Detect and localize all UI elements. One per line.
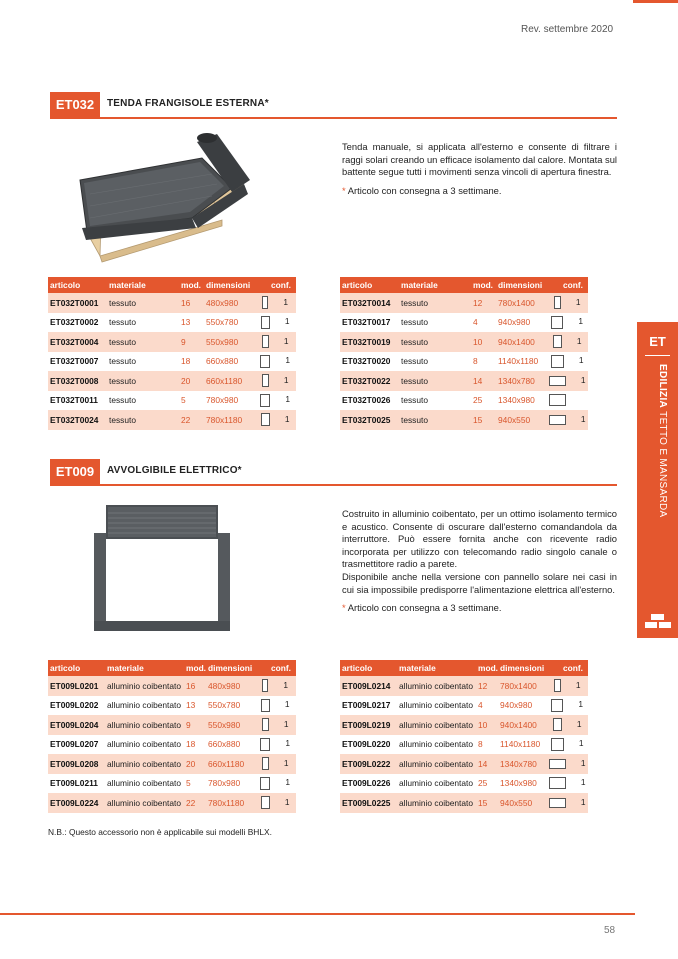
- side-tab-label-rest: TETTO E MANSARDA: [657, 411, 668, 518]
- cell-materiale: tessuto: [109, 395, 137, 406]
- conf-value: 1: [283, 374, 289, 385]
- conf-value: 1: [283, 679, 288, 690]
- col-conf: conf.: [254, 660, 296, 676]
- cell-mod: 12: [471, 293, 496, 313]
- cell-mod: 15: [476, 793, 498, 813]
- cell-mod: 20: [179, 371, 204, 391]
- cell-materiale: tessuto: [107, 293, 179, 313]
- cell-articolo: ET032T0007: [50, 356, 99, 367]
- conf-value: 1: [575, 679, 581, 690]
- cell-mod: 9: [184, 715, 206, 735]
- col-articolo: articolo: [48, 277, 107, 293]
- window-shape-icon: [553, 718, 562, 731]
- note-star: *: [342, 602, 346, 614]
- cell-dimensioni: 780x1180: [206, 793, 254, 813]
- conf-value: 1: [578, 738, 584, 749]
- table-row: [48, 696, 296, 716]
- cell-mod: 9: [179, 332, 204, 352]
- product-image-tenda: [72, 128, 272, 264]
- cell-conf: [254, 676, 296, 696]
- col-dimensioni: dimensioni: [206, 660, 254, 676]
- cell-conf: [254, 371, 296, 391]
- table-row: [48, 293, 296, 313]
- cell-conf: [254, 793, 296, 813]
- window-shape-icon: [260, 394, 270, 407]
- window-shape-icon: [549, 798, 566, 808]
- cell-conf: [254, 754, 296, 774]
- window-shape-icon: [261, 413, 270, 426]
- col-articolo: articolo: [48, 660, 105, 676]
- conf-value: 1: [576, 335, 582, 346]
- cell-mod: 5: [186, 778, 191, 789]
- cell-materiale: alluminio coibentato: [397, 676, 476, 696]
- table-row: [48, 735, 296, 755]
- conf-value: 1: [283, 757, 289, 768]
- cell-conf: [546, 293, 588, 313]
- cell-mod: 8: [478, 739, 483, 750]
- table-row: [340, 293, 588, 313]
- cell-articolo: ET032T0019: [340, 332, 399, 352]
- conf-value: 1: [575, 296, 581, 307]
- cell-materiale: alluminio coibentato: [397, 715, 476, 735]
- side-tab-label: [646, 364, 668, 564]
- cell-dimensioni: 1340x780: [496, 371, 546, 391]
- window-shape-icon: [262, 335, 269, 348]
- side-tab-rule: [645, 355, 670, 356]
- revision-label: Rev. settembre 2020: [521, 24, 614, 35]
- cell-articolo: ET009L0222: [340, 754, 397, 774]
- table-row: [48, 793, 296, 813]
- cell-conf: [546, 332, 588, 352]
- product-table-et009-left: [48, 660, 296, 813]
- cell-conf: [254, 410, 296, 430]
- cell-articolo: ET032T0011: [50, 395, 98, 406]
- cell-materiale: alluminio coibentato: [399, 778, 474, 789]
- window-shape-icon: [262, 374, 269, 387]
- cell-articolo: ET009L0225: [340, 793, 397, 813]
- table-row: [48, 391, 296, 411]
- window-shape-icon: [554, 679, 561, 692]
- cell-articolo: ET032T0026: [342, 395, 391, 406]
- cell-materiale: alluminio coibentato: [397, 754, 476, 774]
- cell-dimensioni: 780x980: [208, 778, 241, 789]
- window-shape-icon: [260, 738, 270, 751]
- cell-articolo: ET009L0211: [50, 778, 98, 789]
- cell-materiale: alluminio coibentato: [105, 754, 184, 774]
- cell-dimensioni: 550x980: [206, 715, 254, 735]
- table-row: [340, 676, 588, 696]
- cell-materiale: alluminio coibentato: [105, 715, 184, 735]
- cell-articolo: ET009L0202: [50, 700, 99, 711]
- col-mod: mod.: [476, 660, 498, 676]
- cell-dimensioni: 1140x1180: [498, 356, 539, 367]
- cell-conf: [254, 332, 296, 352]
- table-row: [340, 754, 588, 774]
- cell-articolo: ET009L0214: [340, 676, 397, 696]
- cell-articolo: ET009L0207: [50, 739, 99, 750]
- cell-mod: 16: [184, 676, 206, 696]
- cell-mod: 22: [184, 793, 206, 813]
- table-row: [340, 774, 588, 794]
- cell-materiale: tessuto: [401, 356, 429, 367]
- cell-dimensioni: 940x980: [500, 700, 533, 711]
- table-row: [340, 715, 588, 735]
- window-shape-icon: [261, 699, 270, 712]
- table-row: [48, 676, 296, 696]
- col-dimensioni: dimensioni: [204, 277, 254, 293]
- table-header-row: [48, 277, 296, 293]
- col-conf: conf.: [546, 660, 588, 676]
- cell-materiale: tessuto: [399, 293, 471, 313]
- col-articolo: articolo: [340, 660, 397, 676]
- table-row: [340, 793, 588, 813]
- cell-conf: [546, 676, 588, 696]
- cell-materiale: tessuto: [107, 371, 179, 391]
- table-row: [340, 352, 588, 372]
- cell-mod: 18: [186, 739, 196, 750]
- cell-dimensioni: 660x880: [206, 356, 239, 367]
- cell-dimensioni: 780x1400: [498, 676, 546, 696]
- cell-dimensioni: 550x780: [208, 700, 241, 711]
- cell-materiale: alluminio coibentato: [399, 700, 474, 711]
- window-shape-icon: [551, 699, 563, 712]
- cell-articolo: ET009L0220: [342, 739, 391, 750]
- cell-articolo: ET009L0217: [342, 700, 391, 711]
- cell-mod: 10: [476, 715, 498, 735]
- table-row: [48, 371, 296, 391]
- section-code: ET009: [50, 459, 100, 485]
- cell-materiale: alluminio coibentato: [399, 739, 474, 750]
- cell-materiale: alluminio coibentato: [107, 778, 182, 789]
- product-table-et032-left: [48, 277, 296, 430]
- delivery-note: [342, 602, 617, 615]
- window-shape-icon: [549, 394, 566, 406]
- cell-dimensioni: 940x550: [498, 793, 546, 813]
- conf-value: 1: [283, 718, 289, 729]
- cell-mod: 18: [181, 356, 191, 367]
- cell-conf: [254, 313, 296, 333]
- cell-conf: [546, 371, 588, 391]
- product-table-et032-right: [340, 277, 588, 430]
- cell-mod: 14: [471, 371, 496, 391]
- col-conf: conf.: [546, 277, 588, 293]
- cell-dimensioni: 550x980: [204, 332, 254, 352]
- conf-value: 1: [578, 316, 583, 327]
- cell-dimensioni: 1340x980: [500, 778, 537, 789]
- cell-conf: [254, 352, 296, 372]
- cell-materiale: tessuto: [399, 332, 471, 352]
- note-star: *: [342, 184, 346, 196]
- cell-dimensioni: 660x880: [208, 739, 241, 750]
- cell-mod: 4: [478, 700, 483, 711]
- cell-articolo: ET032T0020: [342, 356, 391, 367]
- side-category-tab: [637, 322, 678, 638]
- cell-articolo: ET032T0004: [48, 332, 107, 352]
- note-text: Articolo con consegna a 3 settimane.: [347, 184, 502, 196]
- table-row: [340, 391, 588, 411]
- cell-conf: [254, 391, 296, 411]
- cell-materiale: tessuto: [107, 410, 179, 430]
- cell-dimensioni: 660x1180: [204, 371, 254, 391]
- footnote: N.B.: Questo accessorio non è applicabile sui modelli BHLX.: [48, 827, 272, 837]
- cell-mod: 8: [473, 356, 478, 367]
- cell-mod: 16: [179, 293, 204, 313]
- cell-dimensioni: 780x1400: [496, 293, 546, 313]
- cell-materiale: tessuto: [399, 371, 471, 391]
- table-header-row: [48, 660, 296, 676]
- window-shape-icon: [554, 296, 561, 309]
- table-header-row: [340, 660, 588, 676]
- cell-dimensioni: 780x1180: [204, 410, 254, 430]
- col-mod: mod.: [179, 277, 204, 293]
- footer-divider: [0, 913, 635, 915]
- cell-dimensioni: 550x780: [206, 317, 239, 328]
- cell-materiale: tessuto: [109, 317, 137, 328]
- window-shape-icon: [549, 759, 566, 769]
- section-divider: [50, 117, 617, 119]
- conf-value: 1: [580, 758, 586, 769]
- cell-articolo: ET009L0219: [340, 715, 397, 735]
- cell-materiale: alluminio coibentato: [107, 700, 182, 711]
- cell-conf: [546, 352, 588, 372]
- conf-value: 1: [284, 699, 290, 710]
- window-shape-icon: [551, 316, 563, 329]
- table-row: [48, 332, 296, 352]
- cell-articolo: ET032T0025: [340, 410, 399, 430]
- cell-materiale: alluminio coibentato: [107, 739, 182, 750]
- cell-mod: 5: [181, 395, 186, 406]
- table-row: [48, 352, 296, 372]
- cell-conf: [546, 715, 588, 735]
- section-title: AVVOLGIBILE ELETTRICO*: [107, 465, 242, 476]
- table-row: [340, 371, 588, 391]
- col-materiale: materiale: [399, 277, 471, 293]
- table-header-row: [340, 277, 588, 293]
- cell-dimensioni: 480x980: [206, 676, 254, 696]
- cell-conf: [546, 774, 588, 794]
- cell-dimensioni: 1140x1180: [500, 739, 541, 750]
- cell-mod: 25: [473, 395, 483, 406]
- cell-articolo: ET032T0008: [48, 371, 107, 391]
- cell-dimensioni: 1340x980: [498, 395, 535, 406]
- conf-value: 1: [285, 777, 290, 788]
- cell-mod: 15: [471, 410, 496, 430]
- cell-materiale: alluminio coibentato: [397, 793, 476, 813]
- cell-articolo: ET009L0208: [48, 754, 105, 774]
- cell-articolo: ET032T0014: [340, 293, 399, 313]
- table-row: [48, 754, 296, 774]
- window-shape-icon: [553, 335, 562, 348]
- cell-conf: [254, 715, 296, 735]
- conf-value: 1: [580, 797, 586, 808]
- cell-dimensioni: 1340x780: [498, 754, 546, 774]
- cell-materiale: tessuto: [109, 356, 137, 367]
- window-shape-icon: [551, 738, 564, 751]
- col-mod: mod.: [471, 277, 496, 293]
- col-mod: mod.: [184, 660, 206, 676]
- bricks-icon: [645, 614, 671, 628]
- product-table-et009-right: [340, 660, 588, 813]
- cell-dimensioni: 940x980: [498, 317, 531, 328]
- conf-value: 1: [284, 796, 290, 807]
- note-text: Articolo con consegna a 3 settimane.: [347, 602, 502, 614]
- cell-articolo: ET032T0001: [48, 293, 107, 313]
- cell-dimensioni: 480x980: [204, 293, 254, 313]
- table-row: [48, 410, 296, 430]
- description-text-2: Disponibile anche nella versione con pannello solare nei casi in cui sia impossibile predisporre l'alimentazione elettrica all'esterno.: [342, 570, 617, 595]
- cell-conf: [254, 774, 296, 794]
- cell-mod: 14: [476, 754, 498, 774]
- window-shape-icon: [262, 757, 269, 770]
- cell-mod: 20: [184, 754, 206, 774]
- cell-dimensioni: 780x980: [206, 395, 239, 406]
- cell-conf: [546, 754, 588, 774]
- cell-mod: 25: [478, 778, 488, 789]
- section-code: ET032: [50, 92, 100, 118]
- cell-conf: [546, 391, 588, 411]
- section-description-et009: [342, 508, 617, 615]
- window-shape-icon: [549, 376, 566, 386]
- product-image-avvolgibile: [92, 503, 232, 637]
- cell-mod: 22: [179, 410, 204, 430]
- cell-conf: [254, 696, 296, 716]
- cell-articolo: ET009L0224: [48, 793, 105, 813]
- section-description-et032: [342, 141, 617, 197]
- window-shape-icon: [261, 796, 270, 809]
- table-row: [340, 410, 588, 430]
- cell-materiale: tessuto: [399, 410, 471, 430]
- table-row: [48, 313, 296, 333]
- col-articolo: articolo: [340, 277, 399, 293]
- conf-value: 1: [580, 375, 586, 386]
- conf-value: 1: [284, 316, 290, 327]
- cell-articolo: ET032T0017: [342, 317, 391, 328]
- table-row: [340, 313, 588, 333]
- col-materiale: materiale: [397, 660, 476, 676]
- cell-dimensioni: 940x1400: [496, 332, 546, 352]
- section-divider: [50, 484, 617, 486]
- conf-value: 1: [283, 296, 288, 307]
- cell-conf: [546, 735, 588, 755]
- cell-mod: 13: [181, 317, 191, 328]
- table-row: [48, 715, 296, 735]
- cell-articolo: ET009L0204: [48, 715, 105, 735]
- cell-conf: [254, 735, 296, 755]
- cell-conf: [546, 313, 588, 333]
- side-tab-label-bold: EDILIZIA: [657, 364, 668, 409]
- window-shape-icon: [262, 718, 269, 731]
- conf-value: 1: [578, 699, 583, 710]
- window-shape-icon: [260, 777, 270, 790]
- cell-materiale: tessuto: [401, 395, 429, 406]
- window-shape-icon: [260, 355, 270, 368]
- table-row: [340, 735, 588, 755]
- col-materiale: materiale: [105, 660, 184, 676]
- cell-mod: 10: [471, 332, 496, 352]
- cell-materiale: alluminio coibentato: [105, 676, 184, 696]
- top-accent-bar: [633, 0, 678, 3]
- cell-conf: [546, 410, 588, 430]
- window-shape-icon: [261, 316, 270, 329]
- table-row: [340, 696, 588, 716]
- conf-value: 1: [283, 335, 289, 346]
- page-number: 58: [604, 925, 616, 936]
- cell-materiale: tessuto: [107, 332, 179, 352]
- description-text: Tenda manuale, si applicata all'esterno e consente di filtrare i raggi solari creando un efficace isolamento dal calore. Montata sul battente segue tutti i movimenti senza vincoli di apertura finestra.: [342, 141, 617, 178]
- col-conf: conf.: [254, 277, 296, 293]
- cell-dimensioni: 940x550: [496, 410, 546, 430]
- table-row: [340, 332, 588, 352]
- conf-value: 1: [285, 394, 290, 405]
- cell-mod: 4: [473, 317, 478, 328]
- conf-value: 1: [580, 777, 586, 788]
- cell-articolo: ET009L0226: [342, 778, 391, 789]
- conf-value: 1: [576, 718, 582, 729]
- cell-conf: [546, 793, 588, 813]
- delivery-note: [342, 185, 617, 198]
- conf-value: 1: [578, 355, 584, 366]
- cell-articolo: ET032T0002: [50, 317, 99, 328]
- col-dimensioni: dimensioni: [498, 660, 546, 676]
- section-title: TENDA FRANGISOLE ESTERNA*: [107, 98, 269, 109]
- description-text: Costruito in alluminio coibentato, per un ottimo isolamento termico e acustico. Consente di oscurare dall'esterno comandandola da interruttore. Può essere fornita anche con ricevente radio incorporata per utilizzo con telecomando radio singolo canale o trasmettitore radio a parete.: [342, 508, 617, 570]
- conf-value: 1: [284, 413, 290, 424]
- conf-value: 1: [285, 355, 290, 366]
- cell-dimensioni: 940x1400: [498, 715, 546, 735]
- cell-dimensioni: 660x1180: [206, 754, 254, 774]
- side-tab-code: ET: [649, 334, 666, 349]
- col-materiale: materiale: [107, 277, 179, 293]
- cell-materiale: alluminio coibentato: [105, 793, 184, 813]
- cell-materiale: tessuto: [401, 317, 429, 328]
- window-shape-icon: [549, 777, 566, 789]
- window-shape-icon: [551, 355, 564, 368]
- cell-articolo: ET032T0022: [340, 371, 399, 391]
- cell-mod: 12: [476, 676, 498, 696]
- table-row: [48, 774, 296, 794]
- cell-mod: 13: [186, 700, 196, 711]
- window-shape-icon: [549, 415, 566, 425]
- col-dimensioni: dimensioni: [496, 277, 546, 293]
- cell-conf: [546, 696, 588, 716]
- cell-conf: [254, 293, 296, 313]
- conf-value: 1: [580, 414, 586, 425]
- cell-articolo: ET009L0201: [48, 676, 105, 696]
- conf-value: 1: [285, 738, 290, 749]
- cell-articolo: ET032T0024: [48, 410, 107, 430]
